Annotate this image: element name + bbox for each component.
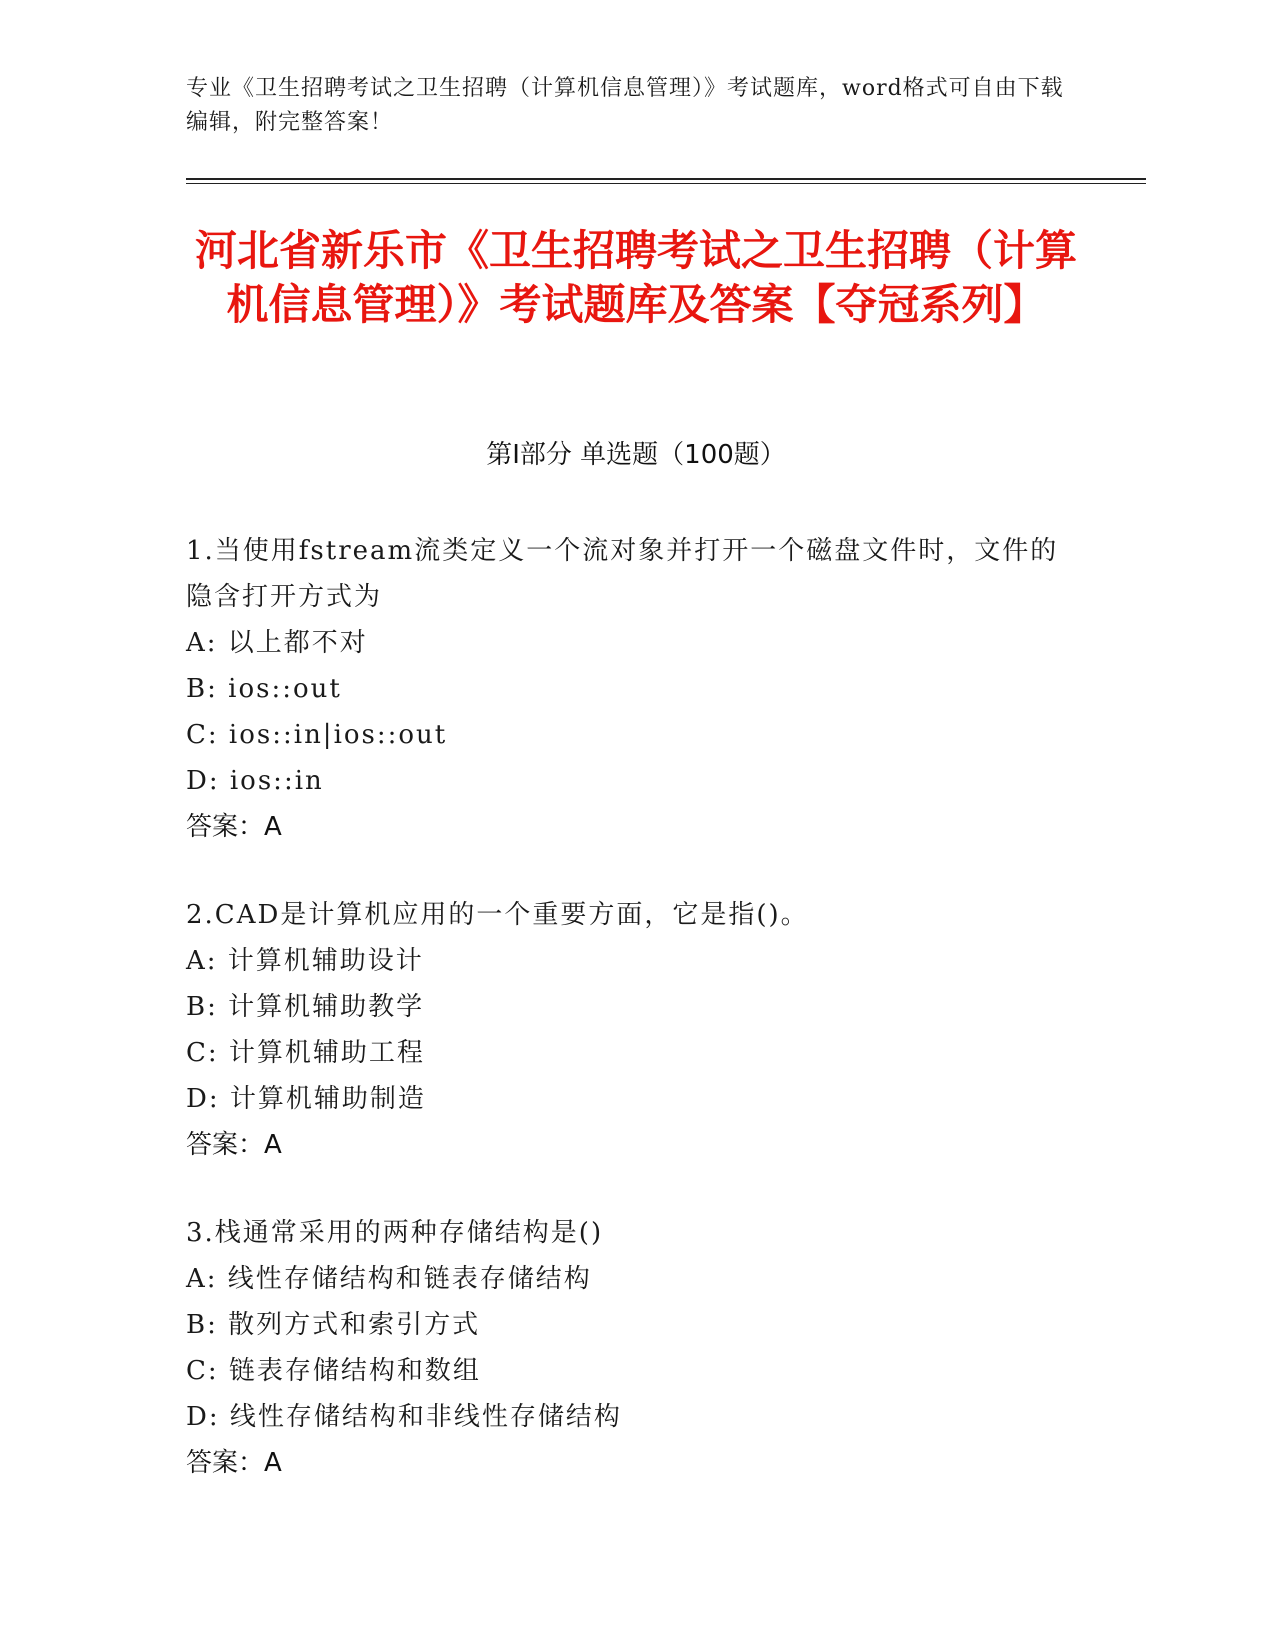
answer-line: 答案：A bbox=[186, 812, 282, 842]
option-b: B: 散列方式和索引方式 bbox=[186, 1310, 481, 1340]
option-b: B: ios::out bbox=[186, 674, 342, 704]
header-note: 专业《卫生招聘考试之卫生招聘（计算机信息管理）》考试题库，word格式可自由下载编辑，附完整答案！ bbox=[186, 76, 1064, 135]
option-c: C: 计算机辅助工程 bbox=[186, 1038, 425, 1068]
question-list bbox=[186, 528, 1086, 1528]
option-a: A: 以上都不对 bbox=[186, 628, 368, 658]
option-b: B: 计算机辅助教学 bbox=[186, 992, 425, 1022]
option-d: D: ios::in bbox=[186, 766, 324, 796]
answer-line: 答案：A bbox=[186, 1448, 282, 1478]
option-d: D: 计算机辅助制造 bbox=[186, 1084, 426, 1114]
header-divider-thick bbox=[186, 178, 1146, 180]
answer-line: 答案：A bbox=[186, 1130, 282, 1160]
option-a: A: 线性存储结构和链表存储结构 bbox=[186, 1264, 592, 1294]
question-stem: 2.CAD是计算机应用的一个重要方面，它是指()。 bbox=[186, 900, 809, 930]
question-stem: 1.当使用fstream流类定义一个流对象并打开一个磁盘文件时，文件的隐含打开方式为 bbox=[186, 536, 1059, 612]
option-d: D: 线性存储结构和非线性存储结构 bbox=[186, 1402, 622, 1432]
question-item bbox=[186, 1210, 1086, 1486]
option-a: A: 计算机辅助设计 bbox=[186, 946, 424, 976]
header-divider-thin bbox=[186, 183, 1146, 184]
question-stem: 3.栈通常采用的两种存储结构是() bbox=[186, 1218, 604, 1248]
section-title: 第I部分 单选题（100题） bbox=[486, 440, 786, 470]
option-c: C: 链表存储结构和数组 bbox=[186, 1356, 481, 1386]
question-item bbox=[186, 528, 1086, 850]
option-c: C: ios::in|ios::out bbox=[186, 720, 448, 750]
question-item bbox=[186, 892, 1086, 1168]
document-title: 河北省新乐市《卫生招聘考试之卫生招聘（计算机信息管理）》考试题库及答案【夺冠系列】 bbox=[194, 226, 1077, 329]
